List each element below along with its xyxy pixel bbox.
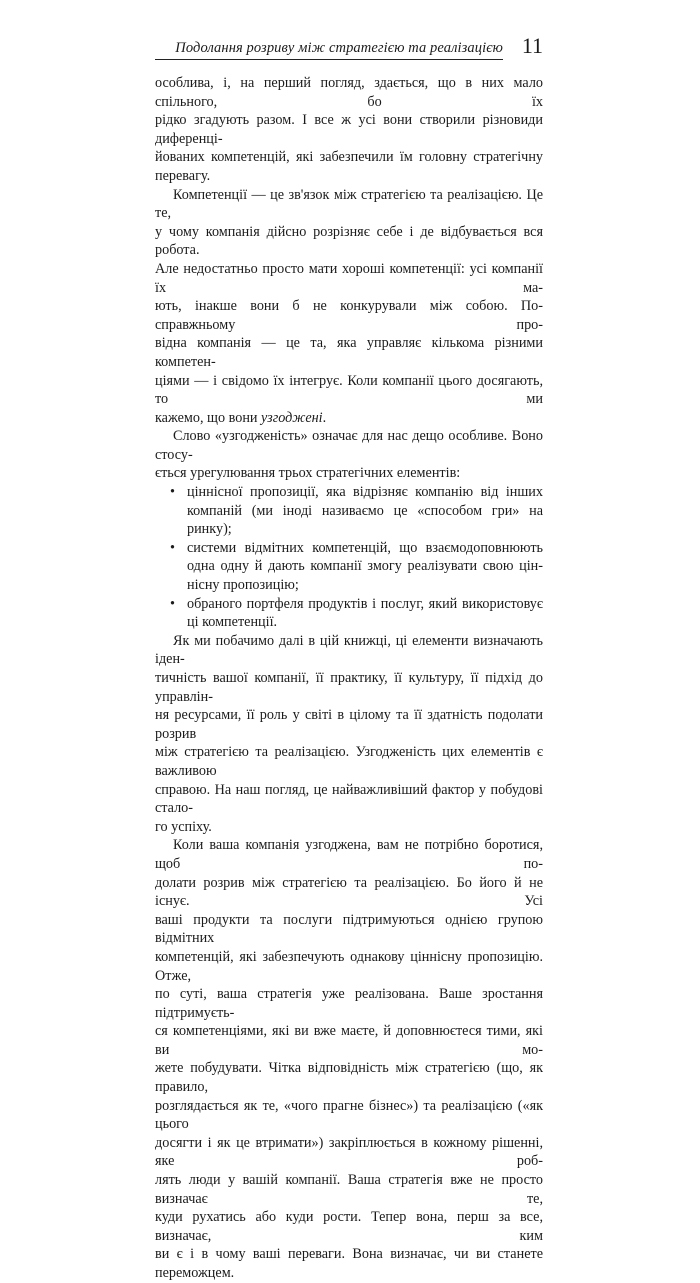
bullet-marker: • <box>170 539 175 556</box>
text-line: по суті, ваша стратегія уже реалізована. Ваше зростання підтримуєть- <box>155 986 543 1021</box>
text-line: ся компетенціями, які ви вже маєте, й доповнюєтеся тими, які ви мо- <box>155 1023 543 1058</box>
running-title: Подолання розриву між стратегією та реалізацією <box>175 40 503 56</box>
paragraph-3 <box>155 427 543 483</box>
text-line: особлива, і, на перший погляд, здається, що в них мало спільного, бо їх <box>155 75 543 110</box>
bullet-list <box>155 483 543 632</box>
text-line: куди рухатись або куди рости. Тепер вона, перш за все, визначає, ким <box>155 1209 543 1244</box>
text-line: нісну пропозицію; <box>187 577 299 594</box>
text-line: між стратегією та реалізацією. Узгодженість цих елементів є важливою <box>155 744 543 779</box>
text-line: компетенцій, які забезпечують однакову ціннісну пропозицію. Отже, <box>155 948 543 984</box>
paragraph-5 <box>155 836 543 1282</box>
text-line: ють, інакше вони б не конкурували між собою. По-справжньому про- <box>155 298 543 333</box>
text-line: го успіху. <box>155 818 212 835</box>
text-line: відна компанія — це та, яка управляє кількома різними компетен- <box>155 335 543 370</box>
text-line: розглядається як те, «чого прагне бізнес») та реалізацією («як цього <box>155 1097 543 1133</box>
text-line: лять люди у вашій компанії. Ваша стратегія вже не просто визначає те, <box>155 1172 543 1207</box>
text-line: Як ми побачимо далі в цій книжці, ці елементи визначають іден- <box>155 632 543 668</box>
paragraph-1 <box>155 74 543 186</box>
bullet-marker: • <box>170 484 175 501</box>
emphasis-term: узгоджені <box>261 409 323 426</box>
text-line <box>155 409 543 428</box>
list-item <box>170 539 543 595</box>
text-line: справою. На наш погляд, це найважливіший фактор у побудові стало- <box>155 781 543 817</box>
paragraph-4 <box>155 632 543 837</box>
running-header <box>155 33 543 64</box>
page-number: 11 <box>521 33 543 58</box>
page-body <box>155 74 543 1283</box>
text-line: системи відмітних компетенцій, що взаємодоповнюють <box>187 539 543 556</box>
paragraph-2 <box>155 186 543 428</box>
text-line: тичність вашої компанії, її практику, її культуру, її підхід до управлін- <box>155 670 543 705</box>
text-line: долати розрив між стратегією та реалізацією. Бо його й не існує. Усі <box>155 874 543 910</box>
text-run: . <box>322 409 327 426</box>
text-line: ня ресурсами, її роль у світі в цілому та її здатність подолати розрив <box>155 707 543 742</box>
text-line: ціями — і свідомо їх інтегрує. Коли компанії цього досягають, то ми <box>155 372 543 408</box>
text-line: Але недостатньо просто мати хороші компетенції: усі компанії їх ма- <box>155 260 543 296</box>
text-line: жете побудувати. Чітка відповідність між стратегією (що, як правило, <box>155 1060 543 1096</box>
text-line: йованих компетенцій, які забезпечили їм головну стратегічну перевагу. <box>155 149 543 184</box>
text-line: ці компетенції. <box>187 614 278 631</box>
text-run: кажемо, що вони <box>155 409 262 426</box>
text-line: одна одну й дають компанії змогу реалізувати свою цін- <box>187 558 543 575</box>
text-line: компаній (ми іноді називаємо це «способом гри» на ринку); <box>187 502 543 538</box>
list-item <box>170 595 543 632</box>
text-line: Коли ваша компанія узгоджена, вам не потрібно боротися, щоб по- <box>155 837 543 872</box>
text-line: ється урегулювання трьох стратегічних елементів: <box>155 465 461 482</box>
text-line: ви є і в чому ваші переваги. Вона визначає, чи ви станете переможцем. <box>155 1246 543 1281</box>
header-rule <box>155 59 503 60</box>
bullet-marker: • <box>170 595 175 612</box>
text-line: досягти і як це втримати») закріплюється в кожному рішенні, яке роб- <box>155 1134 543 1170</box>
text-line: рідко згадують разом. І все ж усі вони створили різновиди диференці- <box>155 112 543 147</box>
text-line: у чому компанія дійсно розрізняє себе і де відбувається вся робота. <box>155 223 543 259</box>
text-line: Слово «узгодженість» означає для нас дещо особливе. Воно стосу- <box>155 428 543 463</box>
list-item <box>170 483 543 539</box>
text-line: ціннісної пропозиції, яка відрізняє компанію від інших <box>187 484 543 501</box>
text-line: обраного портфеля продуктів і послуг, який використовує <box>187 595 543 612</box>
text-line: Компетенції — це зв'язок між стратегією та реалізацією. Це те, <box>155 186 543 222</box>
text-line: ваші продукти та послуги підтримуються однією групою відмітних <box>155 911 543 947</box>
